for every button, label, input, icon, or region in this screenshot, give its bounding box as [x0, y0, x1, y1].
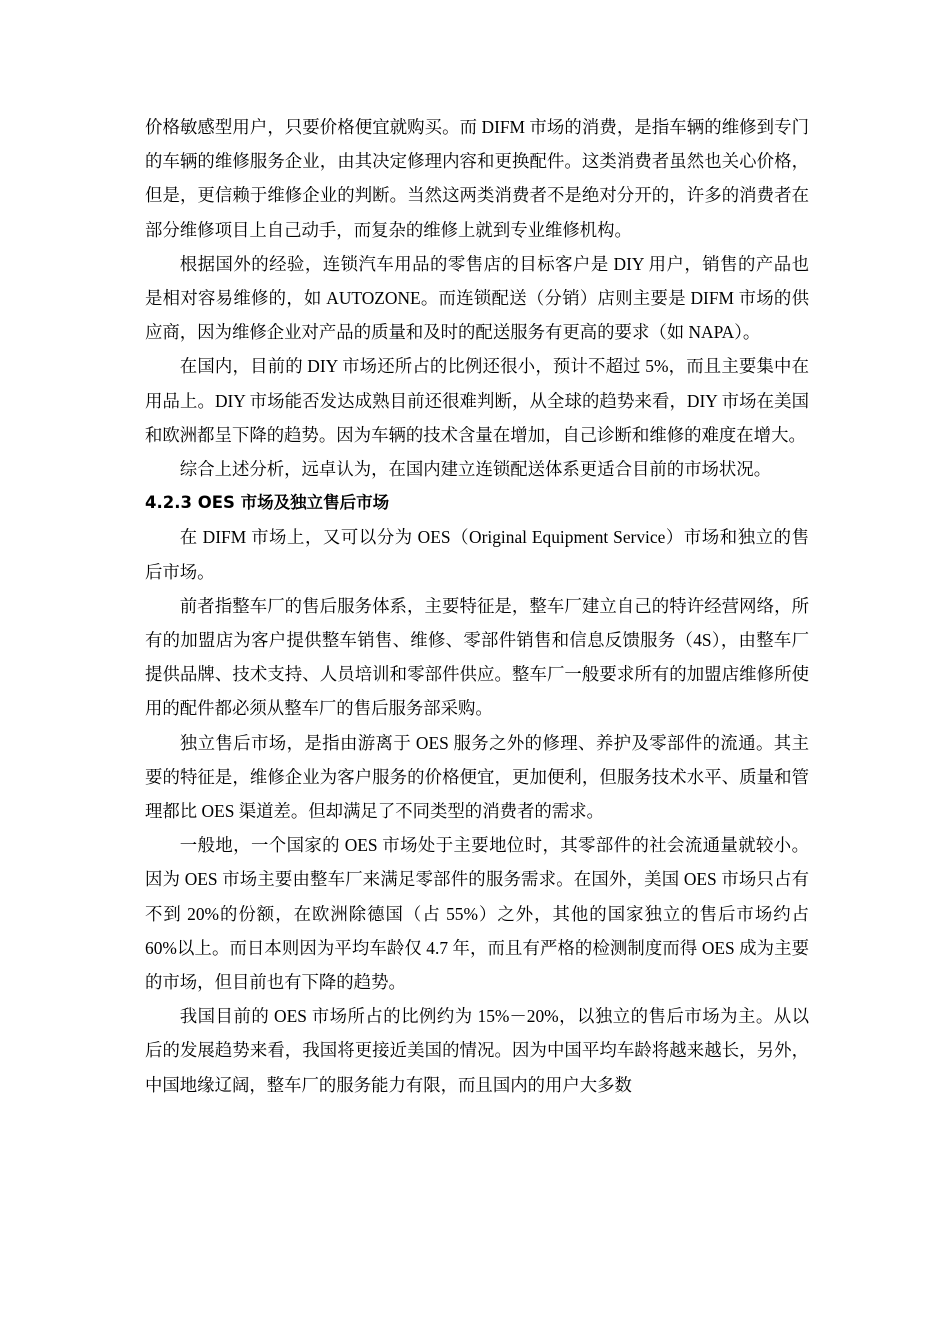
paragraph-2: 根据国外的经验，连锁汽车用品的零售店的目标客户是 DIY 用户，销售的产品也是相对容易维修的，如 AUTOZONE。而连锁配送（分销）店则主要是 DIFM 市场的供应商，因为维修企业对产品的质量和及时的配送服务有更高的要求（如 NAPA）。	[145, 253, 809, 343]
paragraph-4: 综合上述分析，远卓认为，在国内建立连锁配送体系更适合目前的市场状况。	[179, 459, 772, 480]
document-page	[145, 110, 809, 1102]
paragraph-6: 前者指整车厂的售后服务体系，主要特征是，整车厂建立自己的特许经营网络，所有的加盟店为客户提供整车销售、维修、零部件销售和信息反馈服务（4S），由整车厂提供品牌、技术支持、人员培训和零部件供应。整车厂一般要求所有的加盟店维修所使用的配件都必须从整车厂的售后服务部采购。	[145, 595, 809, 719]
paragraph-7: 独立售后市场，是指由游离于 OES 服务之外的修理、养护及零部件的流通。其主要的特征是，维修企业为客户服务的价格便宜，更加便利，但服务技术水平、质量和管理都比 OES 渠道差。但却满足了不同类型的消费者的需求。	[145, 732, 809, 822]
paragraph-8: 一般地，一个国家的 OES 市场处于主要地位时，其零部件的社会流通量就较小。因为 OES 市场主要由整车厂来满足零部件的服务需求。在国外，美国 OES 市场只占有不到 20%的份额，在欧洲除德国（占 55%）之外，其他的国家独立的售后市场约占 60%以上。而日本则因为平均车龄仅 4.7 年，而且有严格的检测制度而得 OES 成为主要的市场，但目前也有下降的趋势。	[145, 835, 809, 993]
section-heading: 4.2.3 OES 市场及独立售后市场	[145, 493, 390, 513]
paragraph-3: 在国内，目前的 DIY 市场还所占的比例还很小，预计不超过 5%，而且主要集中在用品上。DIY 市场能否发达成熟目前还很难判断，从全球的趋势来看，DIY 市场在美国和欧洲都呈下降的趋势。因为车辆的技术含量在增加，自己诊断和维修的难度在增大。	[145, 356, 809, 445]
paragraph-1: 价格敏感型用户，只要价格便宜就购买。而 DIFM 市场的消费，是指车辆的维修到专门的车辆的维修服务企业，由其决定修理内容和更换配件。这类消费者虽然也关心价格，但是，更信赖于维修企业的判断。当然这两类消费者不是绝对分开的，许多的消费者在部分维修项目上自己动手，而复杂的维修上就到专业维修机构。	[145, 117, 809, 240]
paragraph-5: 在 DIFM 市场上，又可以分为 OES（Original Equipment Service）市场和独立的售后市场。	[145, 527, 809, 582]
paragraph-9: 我国目前的 OES 市场所占的比例约为 15%－20%，以独立的售后市场为主。从以后的发展趋势来看，我国将更接近美国的情况。因为中国平均车龄将越来越长，另外，中国地缘辽阔，整车厂的服务能力有限，而且国内的用户大多数	[145, 1006, 809, 1095]
